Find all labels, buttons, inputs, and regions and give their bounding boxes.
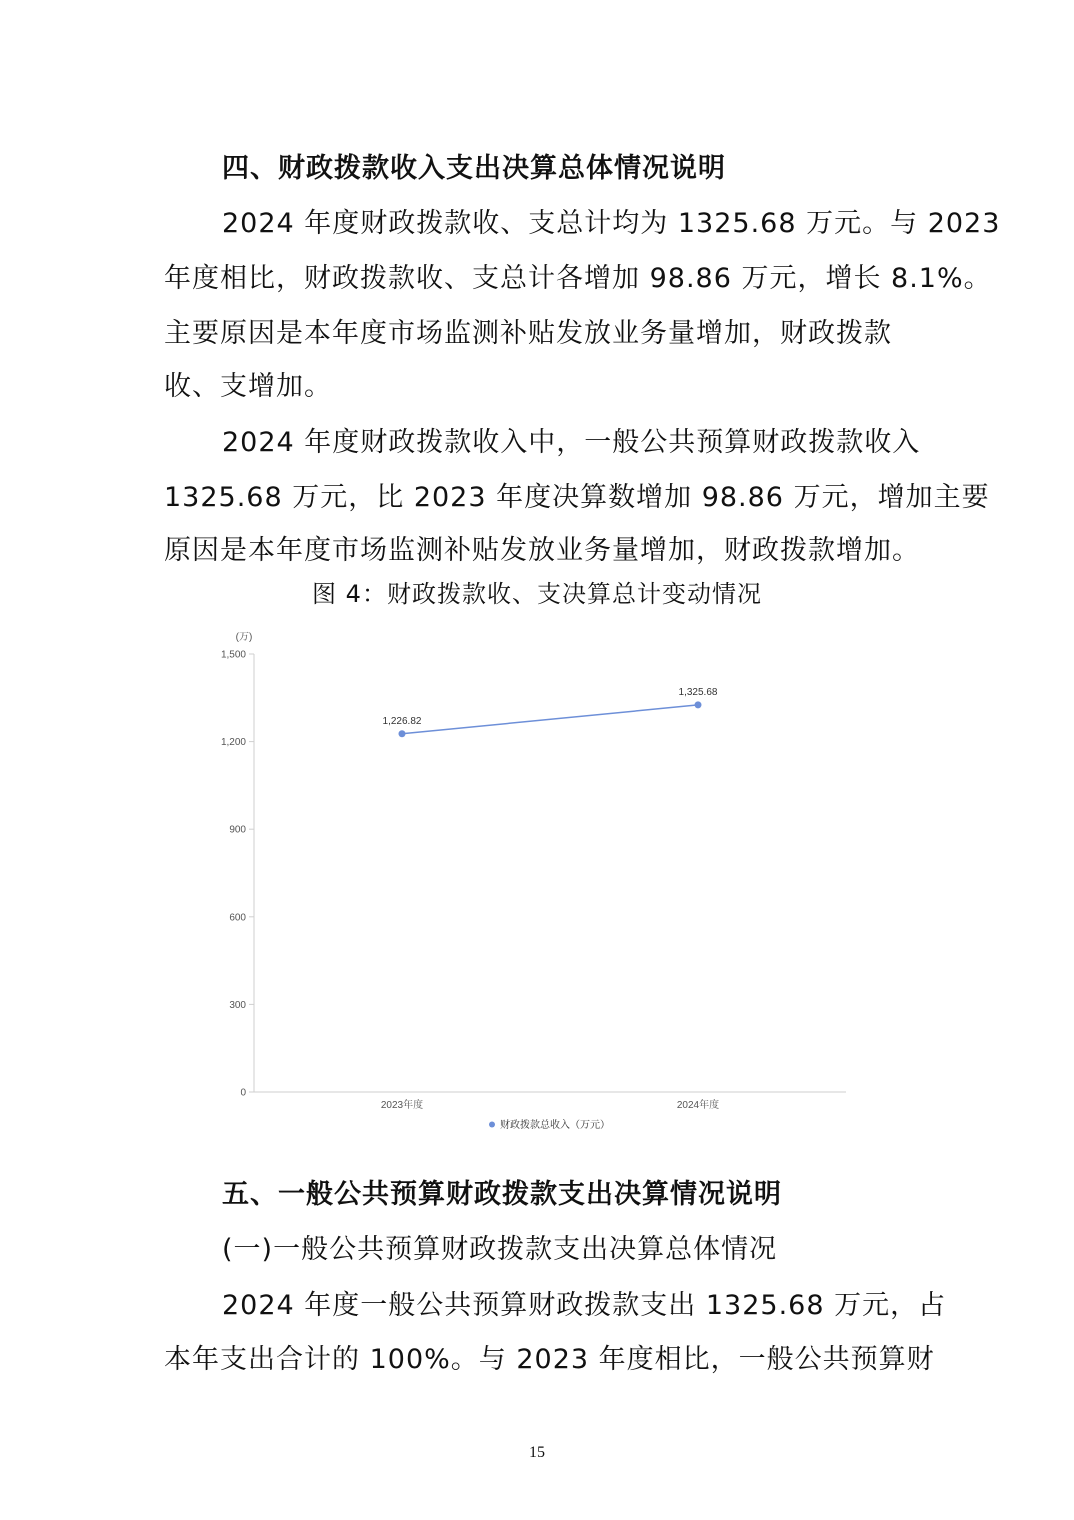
section5-subheading: (一)一般公共预算财政拨款支出决算总体情况 [222, 1234, 778, 1265]
section4-para1-line3: 主要原因是本年度市场监测补贴发放业务量增加，财政拨款 [164, 318, 892, 349]
page-number: 15 [529, 1444, 545, 1461]
y-tick-label: 900 [229, 824, 246, 836]
y-tick-label: 600 [229, 912, 246, 924]
section4-para1-line4: 收、支增加。 [164, 371, 332, 402]
legend-label: 财政拨款总收入（万元） [500, 1120, 610, 1131]
data-point [399, 730, 406, 737]
y-tick-label: 1,500 [220, 649, 246, 661]
series-line [402, 705, 698, 734]
section5-heading: 五、一般公共预算财政拨款支出决算情况说明 [222, 1179, 782, 1210]
section4-para1-line1: 2024 年度财政拨款收、支总计均为 1325.68 万元。与 2023 [222, 208, 1001, 239]
y-tick-label: 300 [229, 999, 246, 1011]
x-tick-label: 2023年度 [380, 1100, 424, 1111]
data-point [695, 701, 702, 708]
section4-heading: 四、财政拨款收入支出决算总体情况说明 [222, 153, 726, 184]
section5-para1-line2: 本年支出合计的 100%。与 2023 年度相比，一般公共预算财 [164, 1344, 935, 1375]
y-tick-label: 0 [240, 1087, 246, 1099]
y-axis-unit-label: (万) [235, 632, 253, 643]
section4-para1-line2: 年度相比，财政拨款收、支总计各增加 98.86 万元，增长 8.1%。 [164, 263, 992, 294]
x-tick-label: 2024年度 [676, 1100, 720, 1111]
data-label: 1,325.68 [678, 686, 718, 698]
y-tick-label: 1,200 [220, 737, 246, 749]
section4-para2-line3: 原因是本年度市场监测补贴发放业务量增加，财政拨款增加。 [164, 535, 920, 566]
section4-para2-line1: 2024 年度财政拨款收入中，一般公共预算财政拨款收入 [222, 427, 921, 458]
line-chart [200, 622, 870, 1142]
section5-para1-line1: 2024 年度一般公共预算财政拨款支出 1325.68 万元，占 [222, 1290, 947, 1321]
figure-caption: 图 4：财政拨款收、支决算总计变动情况 [312, 580, 762, 608]
legend-marker [489, 1122, 495, 1128]
section4-para2-line2: 1325.68 万元，比 2023 年度决算数增加 98.86 万元，增加主要 [164, 482, 990, 513]
data-label: 1,226.82 [382, 715, 422, 727]
